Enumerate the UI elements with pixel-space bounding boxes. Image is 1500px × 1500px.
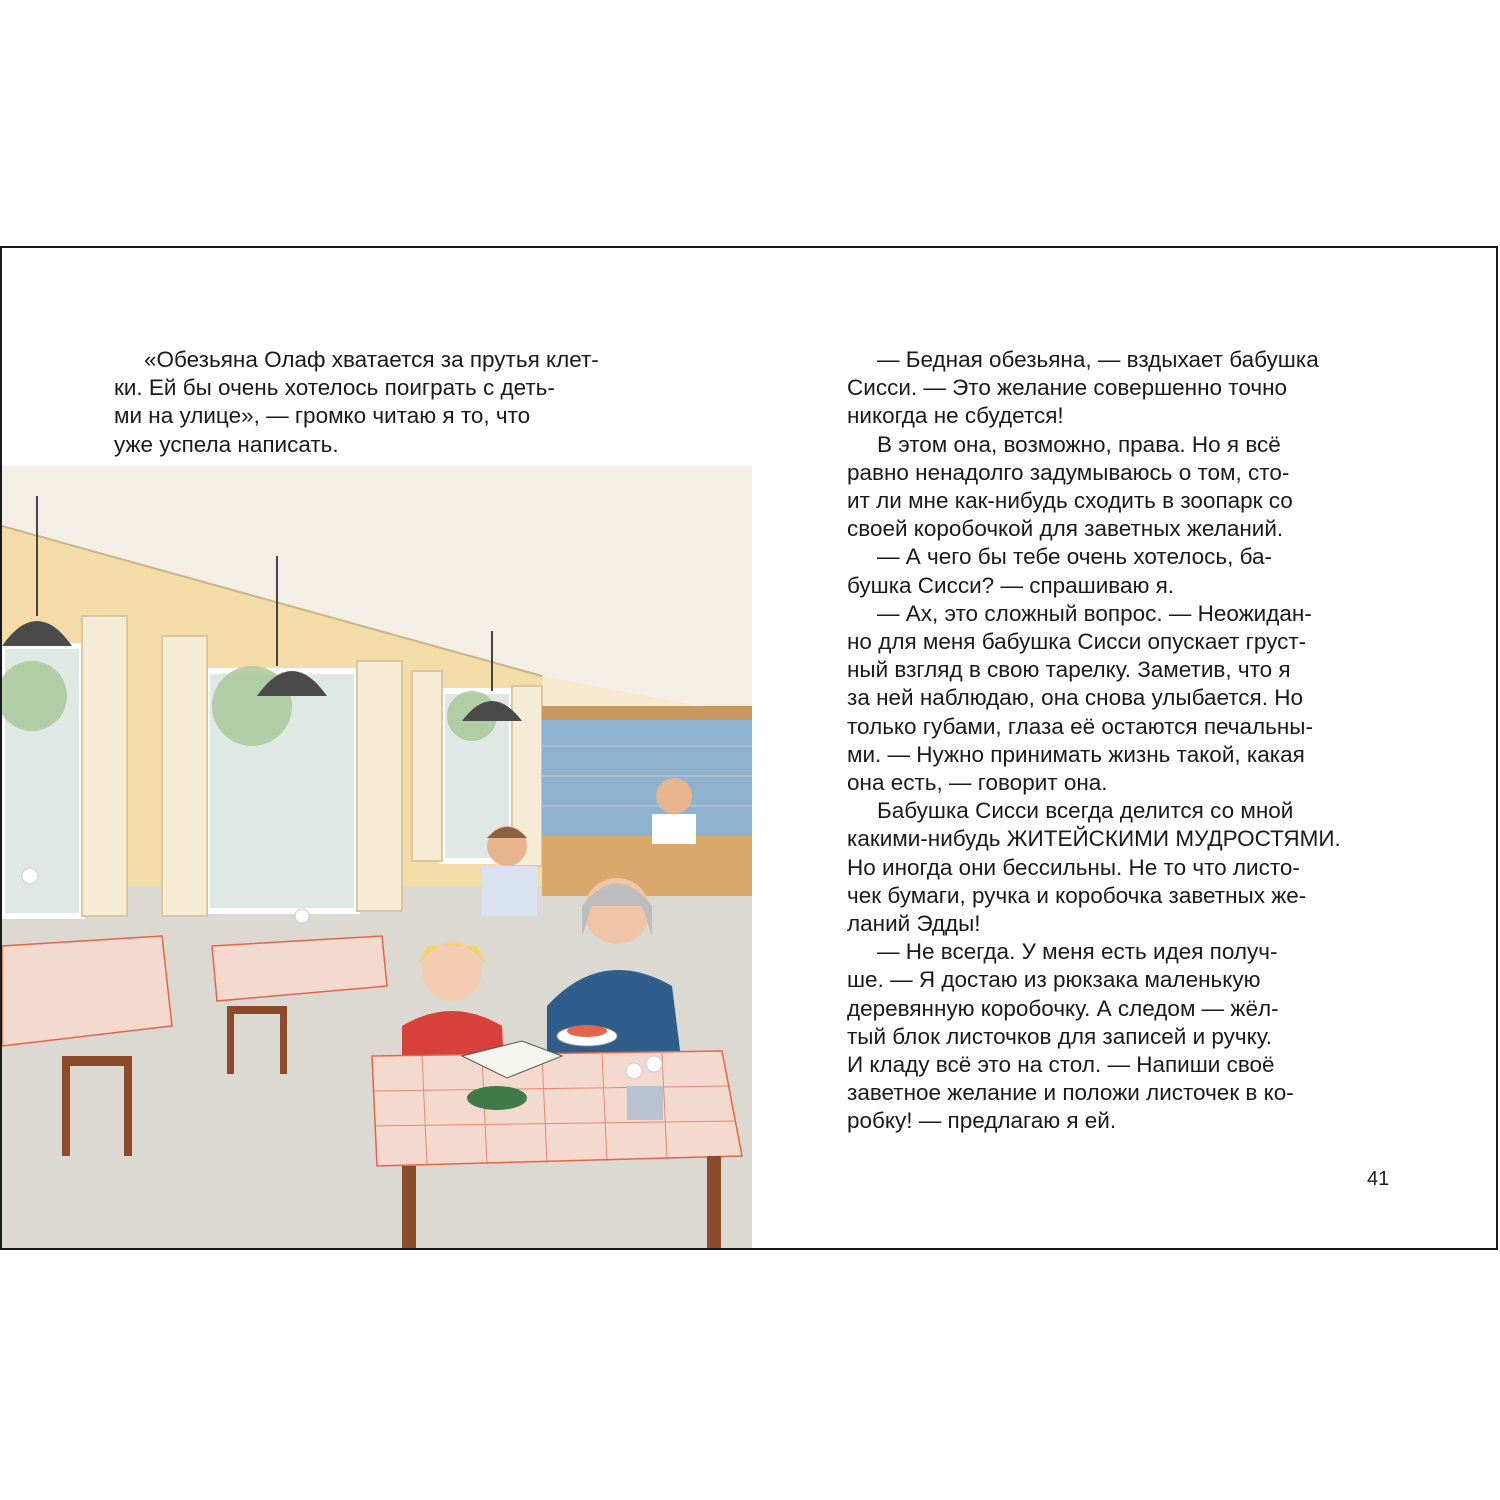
- text-line: ный взгляд в свою тарелку. Заметив, что я: [847, 657, 1291, 683]
- text-line: Сисси. — Это желание совершенно точно: [847, 375, 1288, 401]
- text-line: — Бедная обезьяна, — вздыхает бабушка: [877, 347, 1319, 372]
- text-line: робку! — предлагаю я ей.: [847, 1108, 1117, 1134]
- text-line: она есть, — говорит она.: [847, 770, 1108, 796]
- paragraph: [847, 797, 1392, 938]
- cafe-illustration: [2, 466, 752, 1250]
- text-line: деревянную коробочку. А следом — жёл-: [847, 995, 1279, 1021]
- text-line: бушка Сисси? — спрашиваю я.: [847, 572, 1175, 598]
- text-line: только губами, глаза её остаются печальны-: [847, 713, 1313, 739]
- text-line: ми. — Нужно принимать жизнь такой, какая: [847, 741, 1305, 767]
- text-line: — Ах, это сложный вопрос. — Неожидан-: [877, 600, 1312, 626]
- page-number: 41: [1367, 1168, 1390, 1190]
- text-line: никогда не сбудется!: [847, 403, 1064, 429]
- paragraph: [847, 938, 1392, 1135]
- paragraph: [847, 431, 1392, 544]
- text-line: Бабушка Сисси всегда делится со мной: [877, 798, 1294, 824]
- right-page-text: [847, 346, 1392, 1136]
- text-line: за ней наблюдаю, она снова улыбается. Но: [847, 685, 1303, 711]
- text-line: — А чего бы тебе очень хотелось, ба-: [877, 544, 1272, 570]
- paragraph: [847, 346, 1392, 431]
- text-line: ми на улице», — громко читаю я то, что: [114, 403, 531, 429]
- text-line: уже успела написать.: [114, 431, 339, 457]
- paragraph: [114, 346, 660, 459]
- text-line: В этом она, возможно, права. Но я всё: [877, 431, 1281, 457]
- text-line: — Не всегда. У меня есть идея получ-: [877, 939, 1278, 965]
- text-line: ше. — Я достаю из рюкзака маленькую: [847, 967, 1261, 993]
- cafe-scene-image: [2, 466, 752, 1250]
- text-line: заветное желание и положи листочек в ко-: [847, 1080, 1294, 1106]
- paragraph: [847, 600, 1392, 797]
- text-line: ит ли мне как-нибудь сходить в зоопарк со: [847, 488, 1293, 514]
- text-line: чек бумаги, ручка и коробочка заветных же-: [847, 882, 1307, 908]
- text-line: своей коробочкой для заветных желаний.: [847, 516, 1284, 542]
- text-line: ки. Ей бы очень хотелось поиграть с деть-: [114, 375, 555, 401]
- text-line: Но иногда они бессильны. Не то что листо-: [847, 854, 1300, 880]
- text-line: ланий Эдды!: [847, 911, 981, 937]
- text-line: И кладу всё это на стол. — Напиши своё: [847, 1052, 1275, 1078]
- text-line: тый блок листочков для записей и ручку.: [847, 1023, 1272, 1049]
- paragraph: [847, 543, 1392, 599]
- left-page-text: [114, 346, 660, 459]
- text-line: но для меня бабушка Сисси опускает груст-: [847, 629, 1307, 655]
- text-line: какими-нибудь ЖИТЕЙСКИМИ МУДРОСТЯМИ.: [847, 826, 1341, 852]
- book-spread: [0, 246, 1498, 1250]
- text-line: равно ненадолго задумываюсь о том, сто-: [847, 459, 1290, 485]
- text-line: «Обезьяна Олаф хватается за прутья клет-: [144, 347, 599, 372]
